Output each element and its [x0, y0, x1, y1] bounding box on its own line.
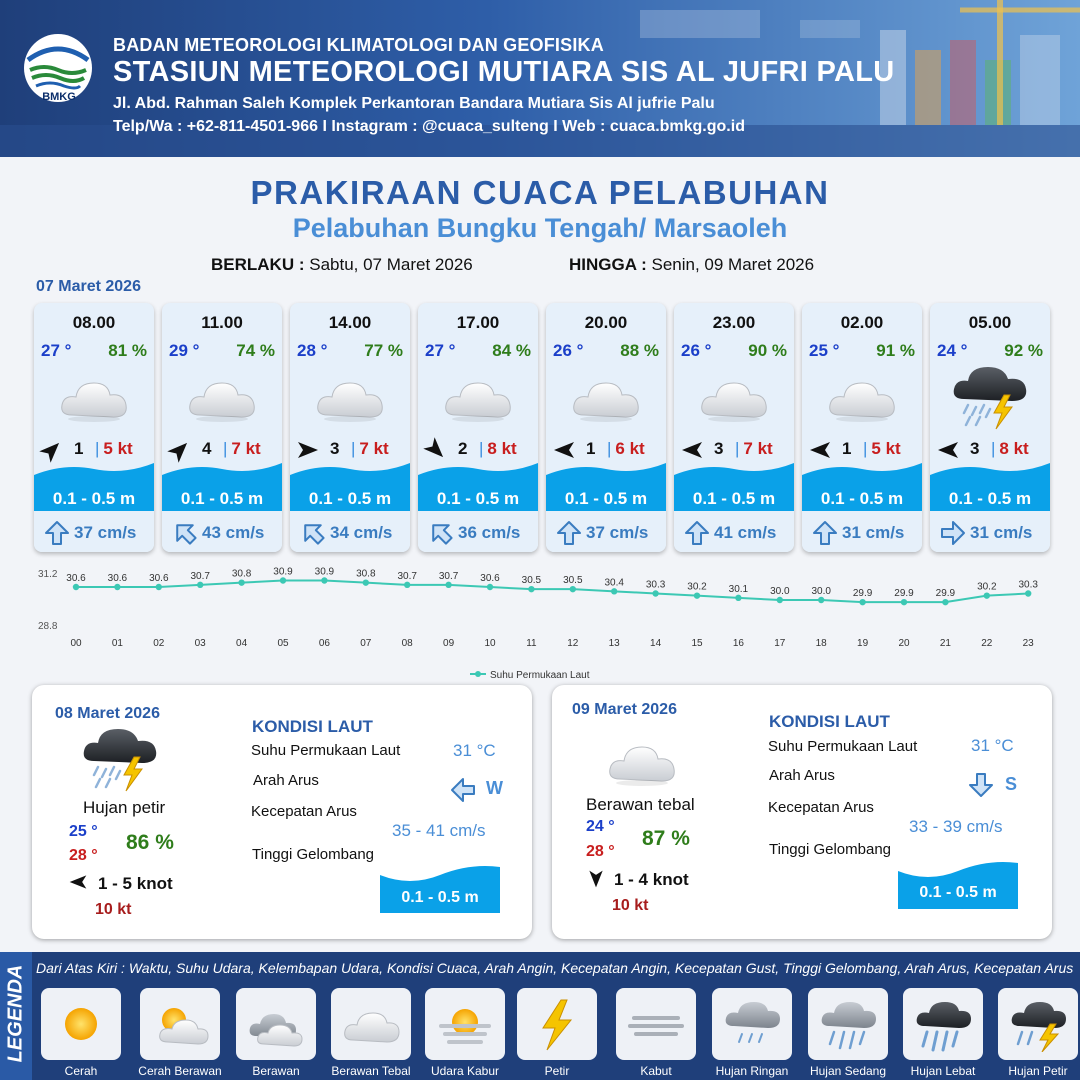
gust-speed: | 7 kt [735, 439, 773, 458]
legend-icon-box [712, 988, 792, 1060]
gust-speed: | 7 kt [351, 439, 389, 458]
x-tick-label: 23 [1022, 638, 1034, 649]
sst-point [735, 595, 741, 601]
day2-current-dir: W [486, 778, 503, 798]
current-speed: 36 cm/s [458, 523, 521, 542]
air-temperature: 26 ° [681, 341, 712, 360]
station-contact: Telp/Wa : +62-811-4501-966 I Instagram : @cuaca_sulteng I Web : cuaca.bmkg.go.id [113, 118, 745, 135]
data-label: 29.9 [935, 588, 956, 600]
wind-speed: 1 [586, 439, 596, 458]
day2-wave-label: Tinggi Gelombang [252, 846, 375, 863]
current-speed: 31 cm/s [842, 523, 905, 542]
valid-to [569, 255, 814, 275]
day3-temp-min: 24 ° [586, 818, 615, 835]
day2-condition: Hujan petir [83, 798, 166, 817]
sun-icon [51, 996, 111, 1052]
day2-wind-speed: 1 - 5 knot [98, 874, 173, 893]
day3-wave-height: 0.1 - 0.5 m [919, 884, 997, 901]
legend-label: Berawan Tebal [331, 1064, 411, 1078]
legend-title: LEGENDA [4, 964, 27, 1063]
sst-point [156, 584, 162, 590]
current-speed: 37 cm/s [586, 523, 649, 542]
forecast-time: 20.00 [584, 313, 628, 332]
header-banner [0, 0, 1080, 157]
light-rain-icon [722, 996, 782, 1052]
current-direction-icon [423, 515, 460, 552]
gust-value: 8 kt [487, 439, 517, 458]
current-info [802, 511, 922, 552]
data-label: 30.8 [231, 568, 252, 580]
day2-current-speed-label: Kecepatan Arus [251, 803, 357, 820]
humidity: 88 % [620, 341, 659, 360]
legend-label: Hujan Lebat [910, 1064, 976, 1078]
sst-line [76, 581, 1028, 603]
x-tick-label: 12 [567, 638, 579, 649]
day3-sst-label: Suhu Permukaan Laut [768, 738, 918, 755]
current-direction-icon [450, 777, 476, 803]
sst-point [694, 592, 700, 598]
gust-speed: | 6 kt [607, 439, 645, 458]
cloud-icon [182, 365, 262, 431]
day3-current-speed: 33 - 39 cm/s [909, 817, 1003, 836]
x-tick-label: 16 [732, 638, 744, 649]
air-temperature: 24 ° [937, 341, 968, 360]
lightning-icon [527, 996, 587, 1052]
wind-speed: 3 [330, 439, 340, 458]
sst-point [321, 577, 327, 583]
data-label: 30.3 [645, 579, 666, 591]
legend-label: Berawan [252, 1064, 300, 1078]
gust-speed: | 5 kt [863, 439, 901, 458]
current-direction-icon [295, 515, 332, 552]
current-direction-icon [556, 520, 582, 546]
day3-sea-heading: KONDISI LAUT [769, 712, 890, 731]
day3-gust: 10 kt [612, 897, 649, 914]
legend-bar [0, 952, 1080, 1080]
cloud-icon [566, 365, 646, 431]
sea-surface-temperature-chart [0, 560, 1080, 690]
data-label: 30.5 [521, 575, 542, 587]
legend-description: Dari Atas Kiri : Waktu, Suhu Udara, Kelembapan Udara, Kondisi Cuaca, Arah Angin, Kecepatan Angin, Kecepatan Gust, Tinggi Gelombang, Arah Arus, Kecepatan Arus [36, 960, 1074, 976]
data-label: 30.4 [604, 577, 624, 589]
day1-date: 07 Maret 2026 [36, 278, 141, 295]
y-tick-label: 28.8 [38, 621, 58, 632]
current-speed: 34 cm/s [330, 523, 393, 542]
air-temperature: 29 ° [169, 341, 200, 360]
day3-date: 09 Maret 2026 [572, 701, 677, 718]
humidity: 91 % [876, 341, 915, 360]
day3-humidity: 87 % [642, 827, 690, 850]
x-tick-label: 20 [898, 638, 910, 649]
x-tick-label: 03 [194, 638, 206, 649]
sst-point [777, 597, 783, 603]
wind-speed: 1 [842, 439, 852, 458]
current-info [546, 511, 666, 552]
moderate-rain-icon [818, 996, 878, 1052]
x-tick-label: 01 [111, 638, 123, 649]
legend-icon-box [616, 988, 696, 1060]
forecast-time: 05.00 [968, 313, 1012, 332]
sst-point [280, 577, 286, 583]
wind-info [424, 437, 534, 461]
current-speed: 31 cm/s [970, 523, 1033, 542]
wind-info [552, 437, 662, 461]
page-title: PRAKIRAAN CUACA PELABUHAN [250, 174, 830, 211]
valid-to-value: Senin, 09 Maret 2026 [651, 255, 815, 274]
sst-point [901, 599, 907, 605]
legend-item [998, 988, 1078, 1080]
gust-speed: | 5 kt [95, 439, 133, 458]
wave-height: 0.1 - 0.5 m [820, 489, 904, 508]
current-direction-icon [812, 520, 838, 546]
day2-temp-min: 25 ° [69, 823, 98, 840]
legend-label: Kabut [640, 1064, 672, 1078]
forecast-card [802, 303, 922, 552]
forecast-card [162, 303, 282, 552]
humidity: 92 % [1004, 341, 1043, 360]
legend-item [331, 988, 411, 1080]
day3-current-speed-label: Kecepatan Arus [768, 799, 874, 816]
legend-label: Hujan Petir [1008, 1064, 1068, 1078]
humidity: 84 % [492, 341, 531, 360]
current-info [34, 511, 154, 552]
sst-point [73, 584, 79, 590]
wave-height: 0.1 - 0.5 m [564, 489, 648, 508]
gust-value: 5 kt [871, 439, 901, 458]
day2-sst: 31 °C [453, 741, 496, 760]
sst-point [1025, 590, 1031, 596]
legend-item [425, 988, 505, 1080]
day3-wave-label: Tinggi Gelombang [769, 841, 892, 858]
legend-side-tab [0, 952, 32, 1080]
air-temperature: 27 ° [425, 341, 456, 360]
sst-point [363, 579, 369, 585]
wind-speed: 3 [714, 439, 724, 458]
x-tick-label: 15 [691, 638, 703, 649]
current-info [418, 511, 538, 552]
data-label: 30.2 [977, 581, 997, 593]
legend-marker [475, 671, 481, 677]
humidity: 90 % [748, 341, 787, 360]
legend-label: Petir [544, 1064, 570, 1078]
data-label: 30.7 [397, 570, 417, 582]
sst-point [404, 582, 410, 588]
legend-label: Hujan Ringan [715, 1064, 789, 1078]
day3-condition: Berawan tebal [586, 795, 695, 814]
x-tick-label: 07 [360, 638, 372, 649]
cloud-icon [310, 365, 390, 431]
x-tick-label: 21 [939, 638, 951, 649]
data-label: 30.7 [438, 570, 459, 582]
legend-icon-box [41, 988, 121, 1060]
gust-value: 7 kt [743, 439, 773, 458]
sst-point [984, 592, 990, 598]
wind-speed: 3 [970, 439, 980, 458]
legend-icon-box [425, 988, 505, 1060]
data-label: 30.1 [728, 583, 749, 595]
legend-item [236, 988, 316, 1080]
legend-icon-box [236, 988, 316, 1060]
gust-value: 5 kt [103, 439, 133, 458]
valid-from-value: Sabtu, 07 Maret 2026 [309, 255, 473, 274]
forecast-card [930, 303, 1050, 552]
organization-name: BADAN METEOROLOGI KLIMATOLOGI DAN GEOFISIKA [113, 35, 604, 55]
wind-info [296, 437, 406, 461]
sst-point [942, 599, 948, 605]
day2-date: 08 Maret 2026 [55, 705, 160, 722]
forecast-card [290, 303, 410, 552]
data-label: 30.3 [1018, 579, 1038, 591]
humidity: 74 % [236, 341, 275, 360]
partly-cloudy-icon [246, 996, 306, 1052]
day2-wave-height: 0.1 - 0.5 m [401, 889, 479, 906]
legend-item [808, 988, 888, 1080]
wind-direction-icon [936, 438, 960, 462]
data-label: 30.6 [66, 573, 86, 584]
wave-height: 0.1 - 0.5 m [948, 489, 1032, 508]
gust-value: 8 kt [999, 439, 1029, 458]
day2-current-speed: 35 - 41 cm/s [392, 821, 486, 840]
forecast-time: 17.00 [456, 313, 500, 332]
current-direction-icon [968, 772, 994, 798]
forecast-time: 23.00 [712, 313, 756, 332]
current-speed: 41 cm/s [714, 523, 777, 542]
gust-speed: | 8 kt [991, 439, 1029, 458]
x-tick-label: 08 [401, 638, 413, 649]
data-label: 30.5 [563, 575, 583, 587]
current-info [290, 511, 410, 552]
haze-icon [435, 996, 495, 1052]
current-speed: 37 cm/s [74, 523, 137, 542]
legend-item [140, 988, 220, 1080]
data-label: 30.0 [811, 586, 831, 597]
x-tick-label: 19 [857, 638, 869, 649]
legend-item [712, 988, 792, 1080]
gust-value: 7 kt [231, 439, 261, 458]
wind-info [936, 437, 1046, 461]
air-temperature: 26 ° [553, 341, 584, 360]
humidity: 77 % [364, 341, 403, 360]
thunderstorm-icon [80, 725, 160, 795]
day2-sst-label: Suhu Permukaan Laut [251, 742, 401, 759]
x-tick-label: 11 [526, 638, 537, 649]
sst-point [114, 584, 120, 590]
legend-label: Cerah Berawan [138, 1064, 222, 1078]
sst-point [611, 588, 617, 594]
x-tick-label: 13 [608, 638, 620, 649]
day2-sea-heading: KONDISI LAUT [252, 717, 373, 736]
sst-point [818, 597, 824, 603]
wave-height: 0.1 - 0.5 m [52, 489, 136, 508]
sst-point [445, 582, 451, 588]
thunderstorm-icon [1008, 996, 1068, 1052]
forecast-card [418, 303, 538, 552]
wave-height: 0.1 - 0.5 m [308, 489, 392, 508]
wind-direction-icon [680, 438, 704, 462]
wind-info [680, 437, 790, 461]
fog-icon [626, 996, 686, 1052]
x-tick-label: 14 [650, 638, 662, 649]
x-tick-label: 18 [815, 638, 827, 649]
x-tick-label: 06 [318, 638, 330, 649]
legend-icon-box [140, 988, 220, 1060]
forecast-time: 14.00 [328, 313, 372, 332]
valid-to-label: HINGGA : [569, 255, 647, 274]
current-direction-icon [940, 520, 966, 546]
day3-forecast-panel [552, 685, 1052, 939]
air-temperature: 25 ° [809, 341, 840, 360]
data-label: 30.9 [314, 566, 335, 578]
day3-sst: 31 °C [971, 736, 1014, 755]
current-info [674, 511, 794, 552]
x-tick-label: 22 [981, 638, 993, 649]
sst-point [238, 579, 244, 585]
current-info [930, 511, 1050, 552]
wave-height: 0.1 - 0.5 m [180, 489, 264, 508]
legend-label: Udara Kabur [430, 1064, 500, 1078]
heavy-rain-icon [913, 996, 973, 1052]
wind-info [808, 437, 918, 461]
legend-item [903, 988, 983, 1080]
wave-height: 0.1 - 0.5 m [436, 489, 520, 508]
thunderstorm-icon [950, 365, 1030, 431]
day2-gust: 10 kt [95, 901, 132, 918]
wind-speed: 2 [458, 439, 468, 458]
current-speed: 43 cm/s [202, 523, 265, 542]
port-name: Pelabuhan Bungku Tengah/ Marsaoleh [292, 213, 788, 243]
x-tick-label: 10 [484, 638, 496, 649]
day2-current-dir-label: Arah Arus [253, 772, 319, 789]
station-address: Jl. Abd. Rahman Saleh Komplek Perkantoran Bandara Mutiara Sis Al jufrie Palu [113, 95, 715, 112]
legend-icon-box [903, 988, 983, 1060]
cloud-icon [341, 996, 401, 1052]
gust-value: 6 kt [615, 439, 645, 458]
data-label: 30.0 [770, 586, 790, 597]
sun-cloud-icon [150, 996, 210, 1052]
data-label: 30.6 [149, 573, 169, 584]
sst-point [528, 586, 534, 592]
legend-label: Hujan Sedang [809, 1064, 887, 1078]
station-name: STASIUN METEOROLOGI MUTIARA SIS AL JUFRI PALU [113, 56, 895, 88]
gust-speed: | 8 kt [479, 439, 517, 458]
sst-point [652, 590, 658, 596]
day2-humidity: 86 % [126, 831, 174, 854]
data-label: 30.8 [356, 568, 376, 580]
cloud-icon [694, 365, 774, 431]
x-tick-label: 04 [236, 638, 248, 649]
data-label: 29.9 [894, 588, 914, 600]
air-temperature: 27 ° [41, 341, 72, 360]
wind-speed: 4 [202, 439, 212, 458]
wind-direction-icon [808, 438, 832, 462]
x-tick-label: 17 [774, 638, 786, 649]
legend-icon-box [998, 988, 1078, 1060]
cloud-icon [54, 365, 134, 431]
logo-text: BMKG [42, 91, 76, 103]
gust-speed: | 7 kt [223, 439, 261, 458]
valid-from-label: BERLAKU : [211, 255, 305, 274]
wind-direction-icon [552, 438, 576, 462]
x-tick-label: 00 [70, 638, 82, 649]
wave-height: 0.1 - 0.5 m [692, 489, 776, 508]
forecast-card [34, 303, 154, 552]
sst-point [197, 582, 203, 588]
legend-icon-box [808, 988, 888, 1060]
x-tick-label: 02 [153, 638, 165, 649]
day3-temp-max: 28 ° [586, 843, 615, 860]
wind-speed: 1 [74, 439, 84, 458]
humidity: 81 % [108, 341, 147, 360]
legend-label: Cerah [64, 1064, 98, 1078]
current-direction-icon [684, 520, 710, 546]
forecast-card [674, 303, 794, 552]
forecast-time: 11.00 [201, 313, 243, 332]
day3-wind-speed: 1 - 4 knot [614, 870, 689, 889]
current-direction-icon [167, 515, 204, 552]
cloud-icon [822, 365, 902, 431]
wind-info [40, 437, 150, 461]
data-label: 30.6 [480, 573, 500, 584]
data-label: 30.7 [190, 570, 210, 582]
wind-direction-icon [68, 872, 88, 892]
current-info [162, 511, 282, 552]
current-direction-icon [44, 520, 70, 546]
air-temperature: 28 ° [297, 341, 328, 360]
day2-temp-max: 28 ° [69, 847, 98, 864]
valid-from [211, 255, 473, 275]
wind-direction-icon [296, 438, 320, 462]
x-tick-label: 05 [277, 638, 289, 649]
data-label: 29.9 [852, 588, 873, 600]
cloud-icon [438, 365, 518, 431]
sst-point [570, 586, 576, 592]
data-label: 30.9 [273, 566, 293, 578]
sst-point [859, 599, 865, 605]
y-tick-label: 31.2 [38, 569, 58, 580]
cloud-icon [602, 727, 682, 797]
forecast-time: 02.00 [840, 313, 884, 332]
x-tick-label: 09 [443, 638, 455, 649]
gust-value: 7 kt [359, 439, 389, 458]
day2-forecast-panel [32, 685, 532, 939]
sst-point [487, 584, 493, 590]
legend-item [616, 988, 696, 1080]
wind-info [168, 437, 278, 461]
forecast-time: 08.00 [72, 313, 116, 332]
day3-current-dir-label: Arah Arus [769, 767, 835, 784]
legend-icon-box [331, 988, 411, 1060]
data-label: 30.2 [687, 581, 707, 593]
chart-legend-label: Suhu Permukaan Laut [490, 670, 590, 681]
legend-icon-box [517, 988, 597, 1060]
wind-direction-icon [586, 869, 606, 889]
data-label: 30.6 [107, 573, 128, 584]
legend-item [41, 988, 121, 1080]
forecast-card [546, 303, 666, 552]
day3-current-dir: S [1005, 774, 1018, 794]
legend-item [517, 988, 597, 1080]
